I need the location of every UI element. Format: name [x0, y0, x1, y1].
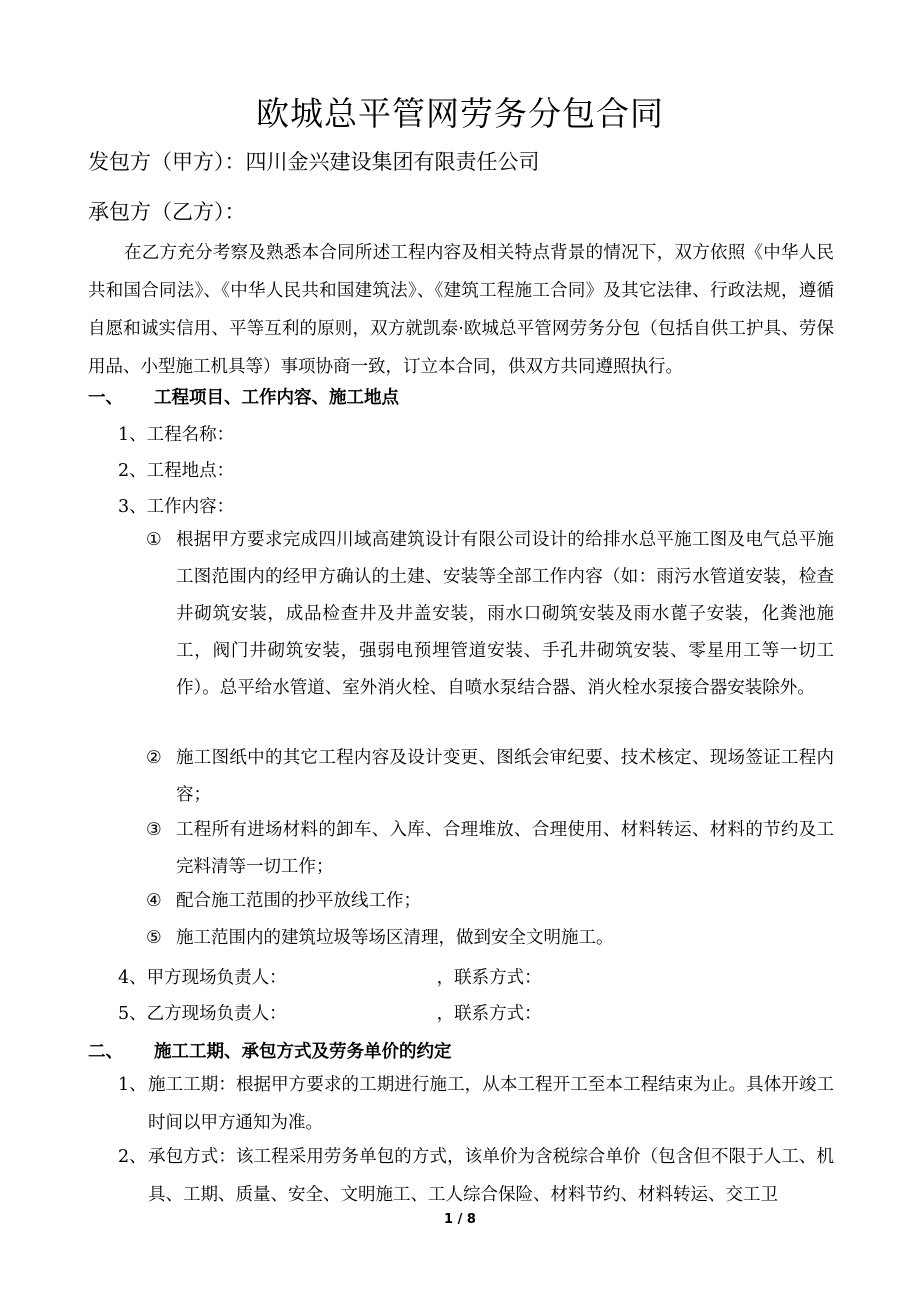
subitem-text: 施工图纸中的其它工程内容及设计变更、图纸会审纪要、技术核定、现场签证工程内容； [176, 748, 834, 805]
contact-label: 4、甲方现场负责人： [118, 968, 287, 988]
section-1-number: 一、 [88, 388, 123, 408]
section-1-item-3: 3、工作内容： [118, 497, 235, 517]
party-b-line: 承包方（乙方）： [88, 200, 246, 224]
subitem-text: 施工范围内的建筑垃圾等场区清理，做到安全文明施工。 [176, 928, 614, 948]
contact-label: 5、乙方现场负责人： [118, 1004, 287, 1024]
subitem-marker: ② [146, 748, 162, 768]
subitem-marker: ① [146, 530, 162, 550]
contact-tail: ，联系方式： [436, 1004, 542, 1024]
section-2-item-2 [118, 1138, 834, 1214]
work-content-subitem [146, 883, 834, 920]
document-title: 欧城总平管网劳务分包合同 [256, 94, 664, 133]
subitem-marker: ④ [146, 891, 162, 911]
party-a-site-contact [118, 964, 542, 989]
party-a-line: 发包方（甲方）：四川金兴建设集团有限责任公司 [88, 150, 540, 174]
item-text: 施工工期：根据甲方要求的工期进行施工，从本工程开工至本工程结束为止。具体开竣工时间以甲方通知为准。 [148, 1075, 834, 1133]
section-1-title: 工程项目、工作内容、施工地点 [154, 388, 399, 408]
subitem-text: 根据甲方要求完成四川域高建筑设计有限公司设计的给排水总平施工图及电气总平施工图范围内的经甲方确认的土建、安装等全部工作内容（如：雨污水管道安装，检查井砌筑安装，成品检查井及井盖安装，雨水口砌筑安装及雨水蓖子安装，化粪池施工，阀门井砌筑安装，强弱电预埋管道安装、手孔井砌筑安装、零星用工等一切工作）。总平给水管道、室外消火栓、自喷水泵结合器、消火栓水泵接合器安装除外。 [176, 530, 834, 698]
section-2-item-1 [118, 1066, 834, 1142]
contact-tail: ，联系方式： [436, 968, 542, 988]
work-content-subitem [146, 812, 834, 886]
section-1-item-1: 1、工程名称： [118, 425, 235, 445]
subitem-text: 工程所有进场材料的卸车、入库、合理堆放、合理使用、材料转运、材料的节约及工完料清等一切工作； [176, 820, 834, 877]
section-2-number: 二、 [88, 1042, 123, 1062]
item-text: 承包方式：该工程采用劳务单包的方式，该单价为含税综合单价（包含但不限于人工、机具、工期、质量、安全、文明施工、工人综合保险、材料节约、材料转运、交工卫 [148, 1147, 834, 1205]
work-content-subitem [146, 740, 834, 814]
section-2-title: 施工工期、承包方式及劳务单价的约定 [154, 1042, 452, 1062]
subitem-marker: ③ [146, 820, 162, 840]
subitem-text: 配合施工范围的抄平放线工作； [176, 891, 421, 911]
page-number: 1 / 8 [444, 1212, 476, 1227]
section-1-item-2: 2、工程地点： [118, 461, 235, 481]
intro-paragraph: 在乙方充分考察及熟悉本合同所述工程内容及相关特点背景的情况下，双方依照《中华人民共和国合同法》、《中华人民共和国建筑法》、《建筑工程施工合同》及其它法律、行政法规，遵循自愿和诚实信用、平等互利的原则，双方就凯泰·欧城总平管网劳务分包（包括自供工护具、劳保用品、小型施工机具等）事项协商一致，订立本合同，供双方共同遵照执行。 [88, 243, 834, 377]
item-number: 1、 [118, 1075, 147, 1095]
subitem-marker: ⑤ [146, 928, 162, 948]
item-number: 2、 [118, 1147, 147, 1167]
section-2-heading [88, 1038, 452, 1063]
work-content-subitem [146, 522, 834, 707]
work-content-subitem [146, 920, 834, 957]
party-b-site-contact [118, 1000, 542, 1025]
section-1-heading [88, 384, 399, 409]
